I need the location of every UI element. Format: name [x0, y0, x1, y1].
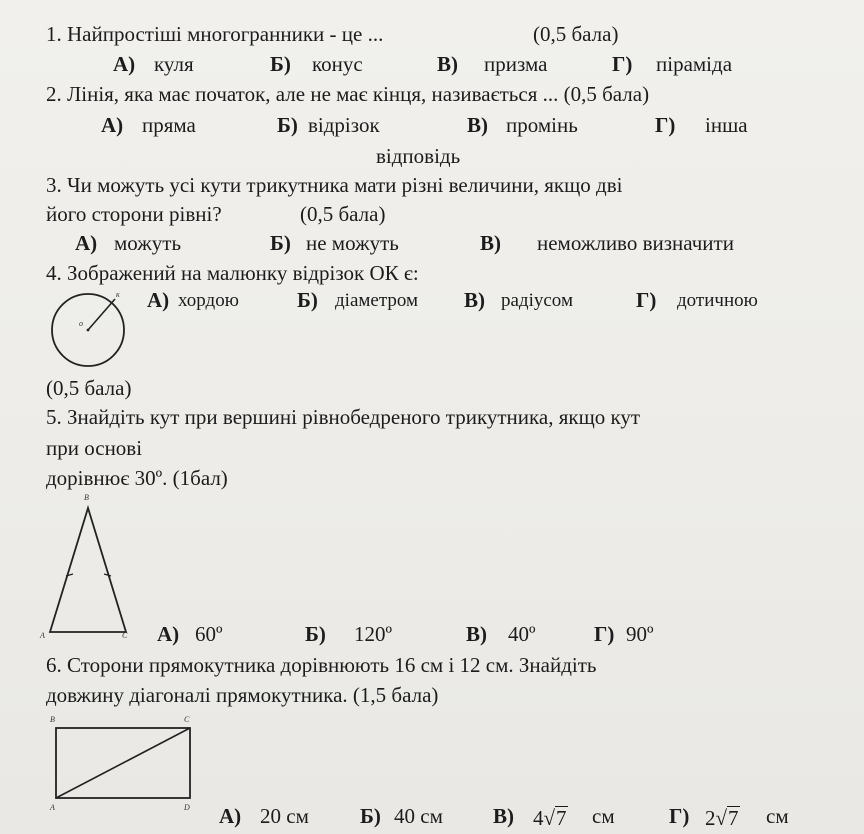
label-a: A: [40, 631, 45, 640]
label-b: B: [50, 715, 55, 724]
q6-option-d-prefix: 2: [705, 806, 716, 830]
q5-option-d-text: 90º: [626, 622, 654, 646]
q6-option-d-unit: см: [766, 804, 789, 828]
q6-option-c-radicand: 7: [556, 806, 567, 830]
q6-option-d-letter: Г): [669, 804, 690, 828]
q3-option-a-text: можуть: [114, 231, 182, 255]
q4-circle-figure: [48, 286, 134, 372]
sqrt-sign-icon: √: [715, 806, 728, 830]
q4-option-c-text: радіусом: [501, 290, 573, 311]
q1-option-d-letter: Г): [612, 52, 633, 76]
q6-option-b-text: 40 см: [394, 804, 443, 828]
q3-option-b-letter: Б): [270, 231, 291, 255]
q1-option-b-text: конус: [312, 52, 363, 76]
label-c: C: [184, 715, 190, 724]
q3-text-line1: 3. Чи можуть усі кути трикутника мати різні величини, якщо дві: [46, 173, 623, 197]
q3-option-b-text: не можуть: [306, 231, 399, 255]
q6-option-d-radicand: 7: [728, 806, 739, 830]
q2-option-d-text: інша: [705, 113, 748, 137]
q5-text-line3: дорівнює 30º. (1бал): [46, 466, 228, 490]
q6-text-line1: 6. Сторони прямокутника дорівнюють 16 см і 12 см. Знайдіть: [46, 653, 597, 677]
q4-option-d-letter: Г): [636, 288, 657, 312]
sqrt-sign-icon: √: [543, 806, 556, 830]
q4-text: 4. Зображений на малюнку відрізок ОК є:: [46, 261, 419, 285]
diagonal-line: [56, 728, 190, 798]
segment-ok: [88, 299, 115, 330]
q2-option-d-continuation: відповідь: [376, 144, 461, 168]
q1-option-c-text: призма: [484, 52, 548, 76]
q5-option-b-text: 120º: [354, 622, 393, 646]
q6-text-line2: довжину діагоналі прямокутника. (1,5 бала): [46, 683, 439, 707]
q6-option-a-letter: А): [219, 804, 242, 828]
q6-option-c-prefix: 4: [533, 806, 544, 830]
label-d: D: [184, 803, 190, 812]
q3-text-line2: його сторони рівні?: [46, 202, 222, 226]
q4-points: (0,5 бала): [46, 376, 132, 400]
q5-option-a-letter: А): [157, 622, 180, 646]
isosceles-triangle: [50, 508, 126, 632]
q5-option-c-letter: В): [466, 622, 487, 646]
q1-option-d-text: піраміда: [656, 52, 733, 76]
q6-rectangle-figure: [44, 712, 204, 816]
q3-option-c-text: неможливо визначити: [537, 231, 734, 255]
q6-option-c-letter: В): [493, 804, 514, 828]
q5-option-b-letter: Б): [305, 622, 326, 646]
q1-option-a-letter: А): [113, 52, 136, 76]
q4-option-c-letter: В): [464, 288, 485, 312]
q3-option-c-letter: В): [480, 231, 501, 255]
q6-option-d-value: [705, 806, 740, 829]
q2-option-a-text: пряма: [142, 113, 196, 137]
q1-text: 1. Найпростіші многогранники - це ...: [46, 22, 384, 46]
q3-points: (0,5 бала): [300, 202, 386, 226]
q5-triangle-figure: [40, 490, 140, 640]
label-o: o: [79, 319, 83, 328]
q3-option-a-letter: А): [75, 231, 98, 255]
q6-option-a-text: 20 см: [260, 804, 309, 828]
q5-option-c-text: 40º: [508, 622, 536, 646]
q2-option-a-letter: А): [101, 113, 124, 137]
q1-points: (0,5 бала): [533, 22, 619, 46]
q4-option-d-text: дотичною: [677, 290, 758, 311]
q6-option-c-value: [533, 806, 568, 829]
q1-option-c-letter: В): [437, 52, 458, 76]
label-c: C: [122, 631, 128, 640]
q2-option-b-text: відрізок: [308, 113, 380, 137]
q2-option-b-letter: Б): [277, 113, 298, 137]
q6-option-b-letter: Б): [360, 804, 381, 828]
q6-option-c-unit: см: [592, 804, 615, 828]
center-point: [87, 329, 90, 332]
label-k: к: [116, 290, 120, 299]
q2-option-d-letter: Г): [655, 113, 676, 137]
q1-option-b-letter: Б): [270, 52, 291, 76]
q2-option-c-letter: В): [467, 113, 488, 137]
q2-option-c-text: промінь: [506, 113, 578, 137]
q1-option-a-text: куля: [154, 52, 194, 76]
q4-option-a-letter: А): [147, 288, 170, 312]
q2-text: 2. Лінія, яка має початок, але не має кінця, називається ... (0,5 бала): [46, 82, 650, 106]
q4-option-a-text: хордою: [178, 290, 239, 311]
q4-option-b-letter: Б): [297, 288, 318, 312]
label-b: B: [84, 493, 89, 502]
q4-option-b-text: діаметром: [335, 290, 419, 311]
label-a: A: [50, 803, 55, 812]
q5-option-a-text: 60º: [195, 622, 223, 646]
q5-text-line2: при основі: [46, 436, 143, 460]
q5-text-line1: 5. Знайдіть кут при вершині рівнобедреного трикутника, якщо кут: [46, 405, 641, 429]
q5-option-d-letter: Г): [594, 622, 615, 646]
